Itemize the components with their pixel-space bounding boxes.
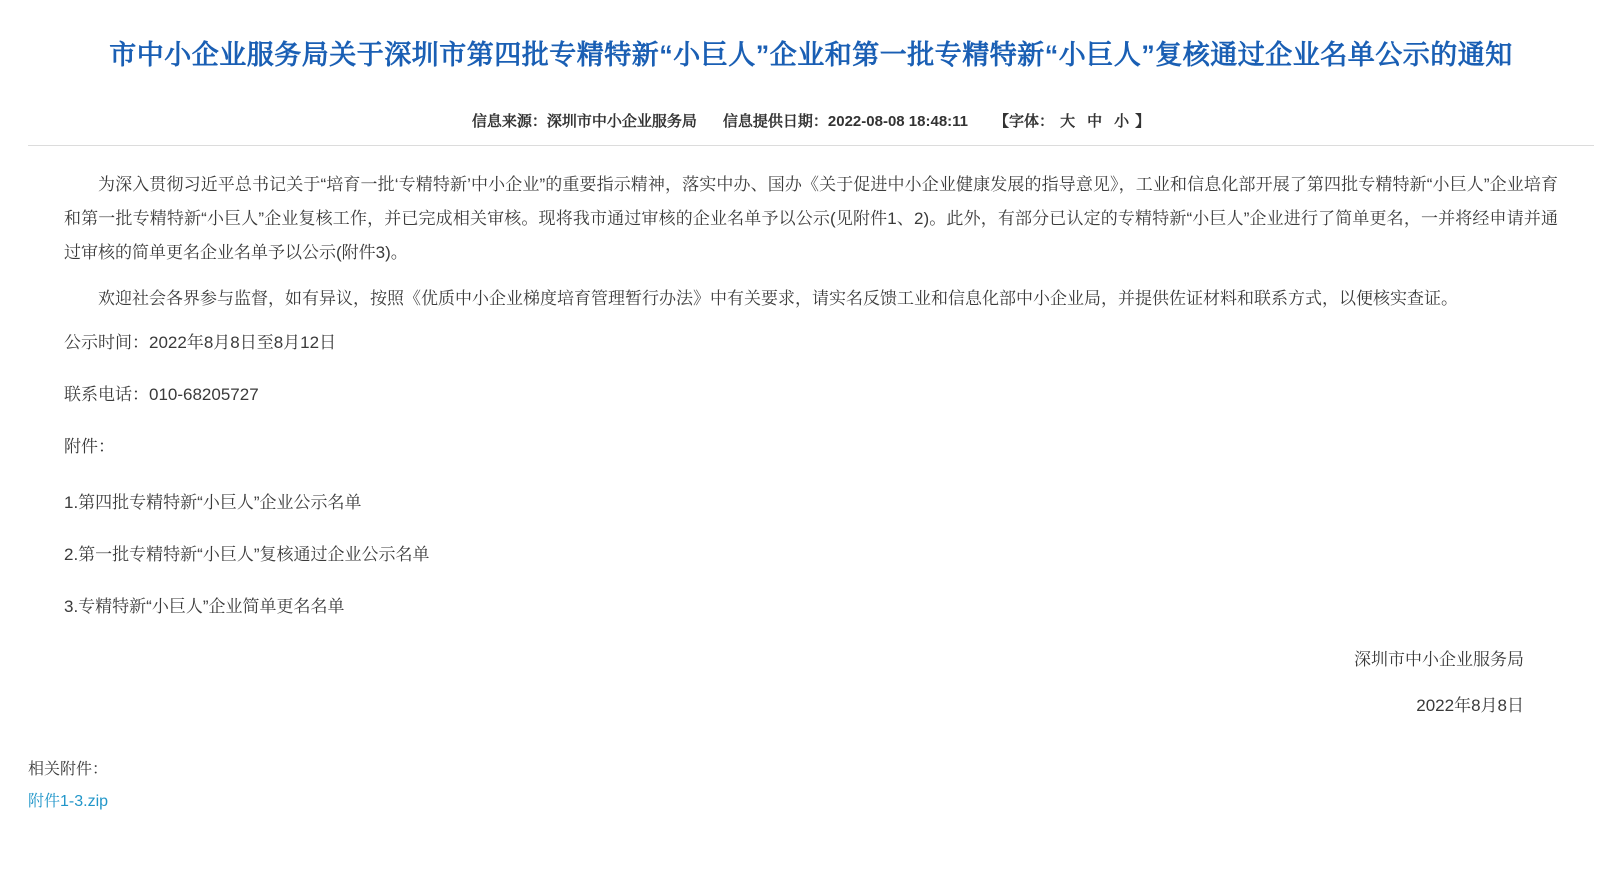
- signature-organization: 深圳市中小企业服务局: [1354, 650, 1524, 670]
- signature-date: 2022年8月8日: [1416, 696, 1524, 716]
- related-attachments-label: 相关附件：: [28, 761, 109, 779]
- attachment-item-3: 3.专精特新“小巨人”企业简单更名名单: [64, 597, 345, 617]
- document-meta: [0, 98, 1622, 145]
- meta-source-value: 深圳市中小企业服务局: [546, 113, 697, 131]
- contact-phone: 联系电话：010-68205727: [64, 385, 259, 405]
- paragraph-2: 欢迎社会各界参与监督，如有异议，按照《优质中小企业梯度培育管理暂行办法》中有关要求，请实名反馈工业和信息化部中小企业局，并提供佐证材料和联系方式，以便核实查证。: [98, 289, 1458, 309]
- font-size-small-button[interactable]: 小: [1114, 113, 1130, 131]
- meta-date-label: 信息提供日期：: [722, 113, 828, 131]
- font-size-large-button[interactable]: 大: [1060, 113, 1076, 131]
- paragraph-1: 为深入贯彻习近平总书记关于“培育一批‘专精特新’中小企业”的重要指示精神，落实中办、国办《关于促进中小企业健康发展的指导意见》，工业和信息化部开展了第四批专精特新“小巨人”企业培育和第一批专精特新“小巨人”企业复核工作，并已完成相关审核。现将我市通过审核的企业名单予以公示(见附件1、2)。此外，有部分已认定的专精特新“小巨人”企业进行了简单更名，一并将经申请并通过审核的简单更名企业名单予以公示(附件3)。: [64, 175, 1558, 263]
- meta-source-label: 信息来源：: [471, 113, 547, 131]
- publicity-period: 公示时间：2022年8月8日至8月12日: [64, 333, 337, 353]
- font-size-medium-button[interactable]: 中: [1087, 113, 1103, 131]
- page-title: 市中小企业服务局关于深圳市第四批专精特新“小巨人”企业和第一批专精特新“小巨人”复核通过企业名单公示的通知: [109, 40, 1513, 71]
- bracket-right: 】: [1135, 113, 1151, 131]
- font-size-label: 字体：: [1009, 113, 1055, 131]
- meta-source: [472, 110, 697, 131]
- attachment-item-2: 2.第一批专精特新“小巨人”复核通过企业公示名单: [64, 545, 430, 565]
- notice-page: [0, 18, 1622, 834]
- related-attachments: [0, 732, 1622, 834]
- related-attachment-link[interactable]: 附件1-3.zip: [28, 793, 109, 811]
- attachments-heading: 附件：: [64, 437, 115, 457]
- attachment-item-1: 1.第四批专精特新“小巨人”企业公示名单: [64, 493, 362, 513]
- bracket-left: 【: [994, 113, 1010, 131]
- document-body: [0, 146, 1622, 732]
- font-size-control: [994, 110, 1150, 131]
- meta-date-value: 2022-08-08 18:48:11: [827, 113, 969, 131]
- signature-block: [64, 644, 1558, 722]
- meta-date: [723, 110, 968, 131]
